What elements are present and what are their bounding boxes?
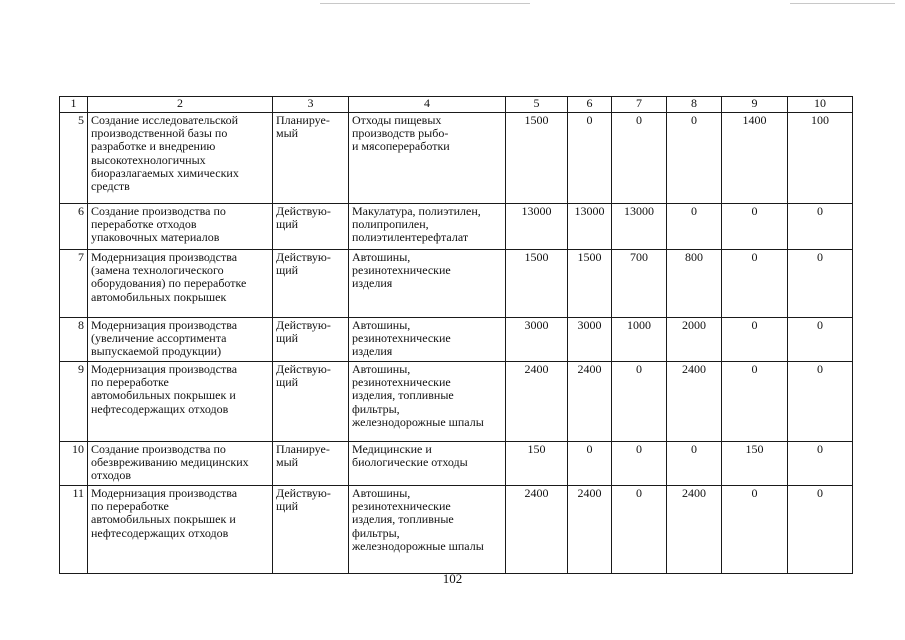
waste-type-cell [349,204,506,250]
header-row [60,97,853,113]
waste-type-cell [349,486,506,574]
value-cell-8: 0 [667,442,722,486]
project-name-line: упаковочных материалов [91,230,220,245]
project-name-line: автомобильных покрышек и [91,512,236,527]
table-row [60,250,853,318]
waste-type-line: Автошины, [352,318,411,332]
waste-type-line: Отходы пищевых [352,113,442,127]
project-name-line: Модернизация производства [91,250,238,264]
value-cell-10: 0 [788,486,853,574]
status-line: Действую- [276,362,331,376]
project-name-cell [88,486,273,574]
waste-type-line: фильтры, [352,401,400,416]
header-col-9: 9 [722,97,788,113]
table-row [60,486,853,574]
project-name-cell [88,442,273,486]
value-cell-7: 0 [612,362,667,442]
status-line: щий [276,263,299,278]
value-cell-7: 0 [612,442,667,486]
project-name-line: (увеличение ассортимента [91,331,227,346]
project-name-cell [88,204,273,250]
value-cell-7: 13000 [612,204,667,250]
value-cell-10: 100 [788,113,853,204]
value-cell-8: 0 [667,204,722,250]
table-row [60,318,853,362]
project-name-cell [88,113,273,204]
project-name-line: Создание производства по [91,204,226,218]
value-cell-7: 700 [612,250,667,318]
project-name-line: высокотехнологичных [91,152,206,167]
project-name-line: автомобильных покрышек [91,289,227,304]
value-cell-10: 0 [788,442,853,486]
waste-type-line: биологические отходы [352,455,468,470]
status-cell [273,318,349,362]
waste-type-line: Автошины, [352,486,411,500]
project-name-cell [88,318,273,362]
waste-type-line: полипропилен, [352,217,429,232]
value-cell-5: 13000 [506,204,568,250]
header-col-5: 5 [506,97,568,113]
header-col-7: 7 [612,97,667,113]
status-cell [273,113,349,204]
header-col-6: 6 [568,97,612,113]
waste-type-cell [349,113,506,204]
value-cell-8: 800 [667,250,722,318]
status-line: щий [276,499,299,514]
project-name-line: Модернизация производства [91,486,238,500]
value-cell-5: 3000 [506,318,568,362]
project-name-line: средств [91,179,130,194]
project-name-line: автомобильных покрышек и [91,388,236,403]
status-line: Действую- [276,318,331,332]
value-cell-8: 2400 [667,486,722,574]
header-col-3: 3 [273,97,349,113]
table-row [60,113,853,204]
table-row [60,204,853,250]
value-cell-7: 0 [612,113,667,204]
table-row [60,442,853,486]
waste-type-line: и мясопереработки [352,139,450,154]
waste-type-line: резинотехнические [352,331,451,346]
value-cell-6: 0 [568,113,612,204]
waste-type-line: изделия, топливные [352,512,454,527]
table-header [60,97,853,113]
status-line: щий [276,217,299,232]
project-name-line: по переработке [91,499,169,514]
value-cell-10: 0 [788,250,853,318]
row-number-cell: 11 [60,486,88,574]
status-line: Действую- [276,204,331,218]
header-col-10: 10 [788,97,853,113]
project-name-cell [88,362,273,442]
row-number-cell: 10 [60,442,88,486]
waste-type-cell [349,442,506,486]
value-cell-5: 1500 [506,113,568,204]
status-cell [273,250,349,318]
waste-type-line: Автошины, [352,362,411,376]
project-name-line: биоразлагаемых химических [91,165,239,180]
scan-artifact-line [790,3,895,4]
value-cell-6: 3000 [568,318,612,362]
waste-type-line: изделия [352,276,393,291]
waste-type-line: железнодорожные шпалы [352,414,484,429]
value-cell-6: 2400 [568,362,612,442]
value-cell-5: 1500 [506,250,568,318]
waste-type-line: изделия [352,344,393,359]
status-cell [273,362,349,442]
project-name-line: по переработке [91,375,169,390]
value-cell-6: 1500 [568,250,612,318]
row-number-cell: 8 [60,318,88,362]
page-number: 102 [442,571,463,586]
value-cell-9: 150 [722,442,788,486]
project-name-line: нефтесодержащих отходов [91,525,229,540]
waste-type-line: изделия, топливные [352,388,454,403]
status-cell [273,442,349,486]
waste-type-line: Макулатура, полиэтилен, [352,204,481,218]
header-col-1: 1 [60,97,88,113]
header-col-4: 4 [349,97,506,113]
value-cell-9: 1400 [722,113,788,204]
project-name-line: производственной базы по [91,126,228,141]
status-line: мый [276,126,299,141]
waste-type-line: резинотехнические [352,375,451,390]
waste-type-cell [349,250,506,318]
waste-type-line: железнодорожные шпалы [352,538,484,553]
value-cell-10: 0 [788,362,853,442]
row-number-cell: 9 [60,362,88,442]
value-cell-9: 0 [722,250,788,318]
value-cell-7: 1000 [612,318,667,362]
value-cell-5: 2400 [506,362,568,442]
value-cell-5: 2400 [506,486,568,574]
waste-type-line: фильтры, [352,525,400,540]
status-line: Планируе- [276,442,330,456]
value-cell-8: 0 [667,113,722,204]
project-name-line: отходов [91,468,132,483]
project-name-line: Модернизация производства [91,362,238,376]
value-cell-8: 2400 [667,362,722,442]
data-table [59,96,853,574]
header-col-2: 2 [88,97,273,113]
status-line: Планируе- [276,113,330,127]
project-name-line: нефтесодержащих отходов [91,401,229,416]
value-cell-10: 0 [788,204,853,250]
value-cell-9: 0 [722,204,788,250]
value-cell-6: 0 [568,442,612,486]
status-line: мый [276,455,299,470]
header-col-8: 8 [667,97,722,113]
row-number-cell: 6 [60,204,88,250]
value-cell-6: 2400 [568,486,612,574]
status-line: щий [276,331,299,346]
project-name-line: оборудования) по переработке [91,276,247,291]
project-name-line: Модернизация производства [91,318,238,332]
status-line: Действую- [276,250,331,264]
table-body [60,113,853,574]
project-name-line: переработке отходов [91,217,197,232]
project-name-cell [88,250,273,318]
status-cell [273,204,349,250]
value-cell-7: 0 [612,486,667,574]
status-line: Действую- [276,486,331,500]
project-name-line: (замена технологического [91,263,224,278]
waste-type-line: резинотехнические [352,263,451,278]
value-cell-6: 13000 [568,204,612,250]
value-cell-10: 0 [788,318,853,362]
scan-artifact-line [320,3,530,4]
waste-type-line: производств рыбо- [352,126,449,141]
value-cell-9: 0 [722,318,788,362]
status-cell [273,486,349,574]
project-name-line: выпускаемой продукции) [91,344,222,359]
value-cell-9: 0 [722,362,788,442]
value-cell-8: 2000 [667,318,722,362]
waste-type-line: Автошины, [352,250,411,264]
project-name-line: Создание производства по [91,442,226,456]
waste-type-line: Медицинские и [352,442,432,456]
status-line: щий [276,375,299,390]
waste-type-line: полиэтилентерефталат [352,230,469,245]
waste-type-line: резинотехнические [352,499,451,514]
value-cell-9: 0 [722,486,788,574]
project-name-line: разработке и внедрению [91,139,216,154]
row-number-cell: 7 [60,250,88,318]
waste-type-cell [349,318,506,362]
project-name-line: Создание исследовательской [91,113,238,127]
row-number-cell: 5 [60,113,88,204]
project-name-line: обезвреживанию медицинских [91,455,249,470]
value-cell-5: 150 [506,442,568,486]
table-row [60,362,853,442]
waste-type-cell [349,362,506,442]
